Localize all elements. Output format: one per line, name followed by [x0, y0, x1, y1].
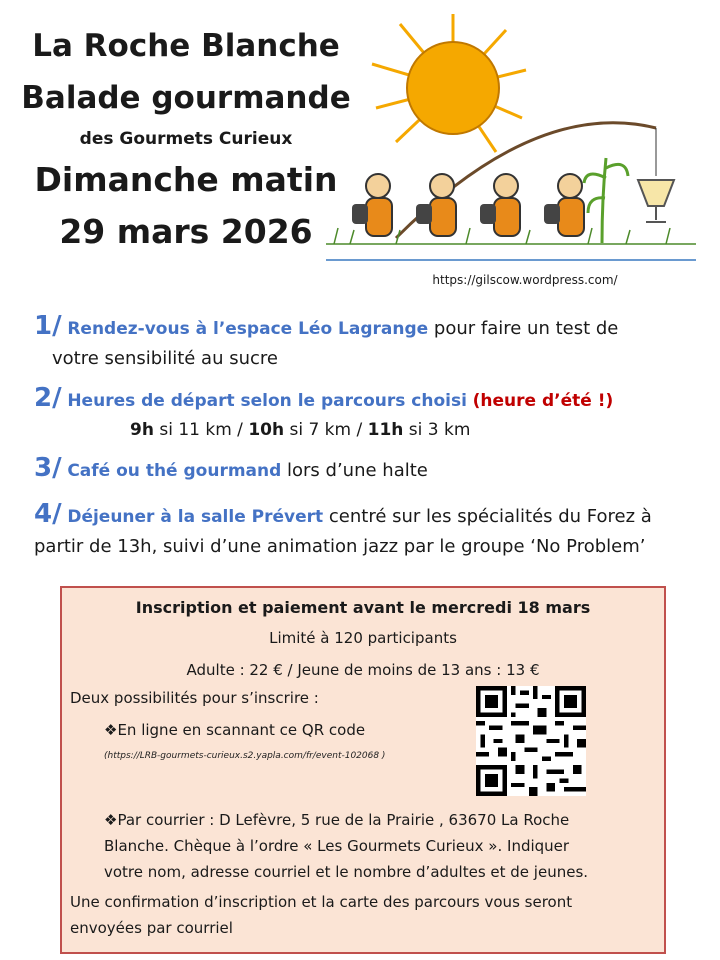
- step-4-text: centré sur les spécialités du Forez à: [323, 506, 652, 527]
- step-1-text: pour faire un test de: [428, 318, 619, 339]
- event-date: 29 mars 2026: [59, 212, 313, 251]
- step-4: [34, 500, 694, 561]
- step-2: [34, 384, 694, 445]
- qr-code-icon[interactable]: [476, 686, 586, 796]
- registration-box: [60, 586, 666, 954]
- option-mail-line-1: ❖Par courrier : D Lefèvre, 5 rue de la Prairie , 63670 La Roche: [104, 811, 570, 829]
- prices: Adulte : 22 € / Jeune de moins de 13 ans : 13 €: [186, 661, 540, 679]
- step-1-number: 1/: [34, 311, 62, 341]
- option-online: ❖En ligne en scannant ce QR code: [104, 721, 366, 739]
- step-3-highlight: Café ou thé gourmand: [67, 461, 282, 481]
- step-3-text: lors d’une halte: [281, 460, 428, 481]
- title-line-2: Balade gourmande: [21, 80, 351, 116]
- options-intro: Deux possibilités pour s’inscrire :: [70, 689, 319, 707]
- time-1-rest: si 11 km /: [153, 420, 249, 440]
- step-2-highlight: Heures de départ selon le parcours choisi: [67, 391, 467, 411]
- confirmation-line-2: envoyées par courriel: [70, 919, 233, 937]
- step-1-line-2: votre sensibilité au sucre: [52, 348, 278, 369]
- registration-title: Inscription et paiement avant le mercredi 18 mars: [135, 598, 591, 617]
- option-mail-line-3: votre nom, adresse courriel et le nombre d’adultes et de jeunes.: [104, 863, 589, 881]
- step-4-line-2: partir de 13h, suivi d’une animation jazz par le groupe ‘No Problem’: [34, 536, 646, 557]
- step-3: [34, 454, 694, 486]
- step-1-highlight: Rendez-vous à l’espace Léo Lagrange: [67, 319, 429, 339]
- time-2-rest: si 7 km /: [284, 420, 368, 440]
- confirmation-line-1: Une confirmation d’inscription et la carte des parcours vous seront: [70, 893, 573, 911]
- participant-limit: Limité à 120 participants: [269, 629, 457, 647]
- step-2-number: 2/: [34, 383, 62, 413]
- organizer: des Gourmets Curieux: [79, 129, 293, 149]
- step-4-highlight: Déjeuner à la salle Prévert: [67, 507, 324, 527]
- event-day: Dimanche matin: [34, 160, 338, 199]
- step-2-times: [34, 416, 694, 445]
- fishing-hikers-sun-illustration: [326, 8, 700, 270]
- illustration-credit: https://gilscow.wordpress.com/: [432, 273, 618, 287]
- online-url[interactable]: (https://LRB-gourmets-curieux.s2.yapla.com/fr/event-102068 ): [104, 751, 386, 761]
- time-2: 10h: [248, 420, 285, 440]
- time-3-rest: si 3 km: [403, 420, 471, 440]
- step-1: [34, 312, 694, 373]
- title-line-1: La Roche Blanche: [32, 28, 340, 64]
- step-4-number: 4/: [34, 499, 62, 529]
- time-3: 11h: [367, 420, 404, 440]
- option-mail-line-2: Blanche. Chèque à l’ordre « Les Gourmets Curieux ». Indiquer: [104, 837, 570, 855]
- step-3-number: 3/: [34, 453, 62, 483]
- time-1: 9h: [130, 420, 154, 440]
- step-2-warning: (heure d’été !): [472, 391, 614, 411]
